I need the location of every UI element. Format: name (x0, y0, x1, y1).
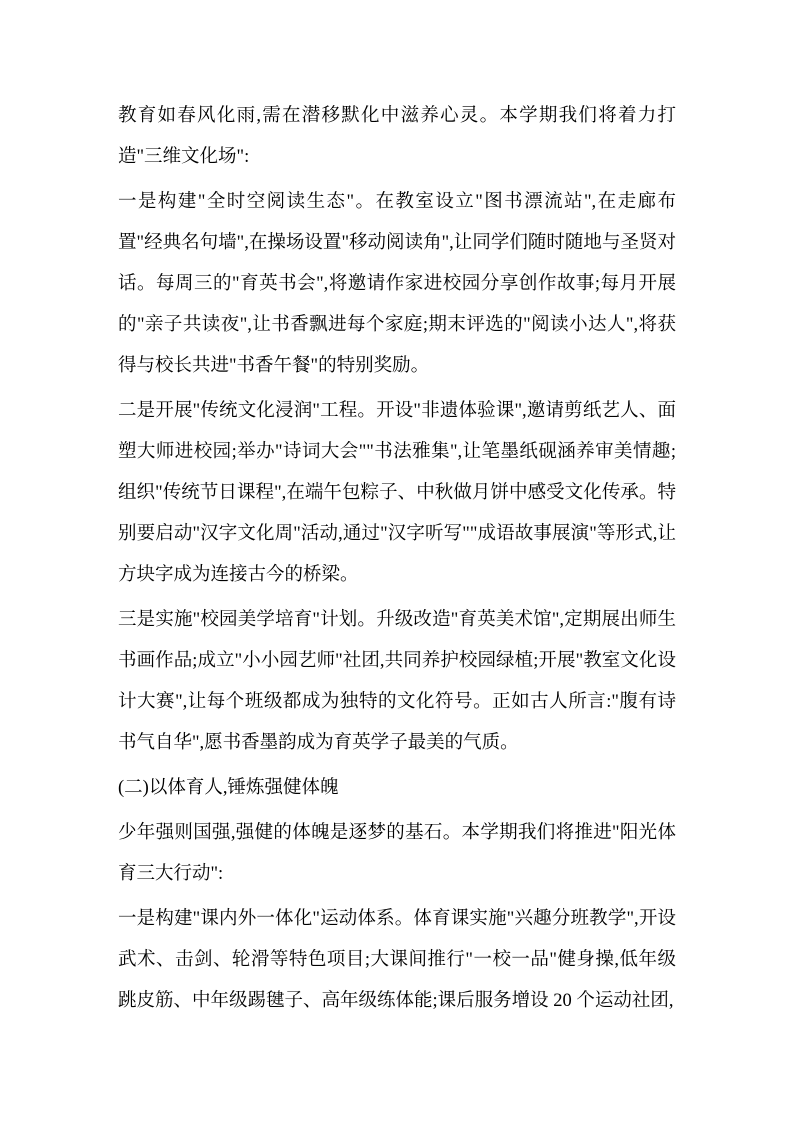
paragraph-reading-ecology: 一是构建"全时空阅读生态"。在教室设立"图书漂流站",在走廊布置"经典名句墙",在操场设置"移动阅读角",让同学们随时随地与圣贤对话。每周三的"育英书会",将邀请作家进校园分享创作故事;每月开展的"亲子共读夜",让书香飘进每个家庭;期末评选的"阅读小达人",将获得与校长共进"书香午餐"的特别奖励。 (118, 192, 676, 376)
paragraph-intro-culture: 教育如春风化雨,需在潜移默化中滋养心灵。本学期我们将着力打造"三维文化场": (118, 106, 676, 167)
section-heading-sports: (二)以体育人,锤炼强健体魄 (118, 778, 339, 798)
paragraph-campus-aesthetics: 三是实施"校园美学培育"计划。升级改造"育英美术馆",定期展出师生书画作品;成立"小小园艺师"社团,共同养护校园绿植;开展"教室文化设计大赛",让每个班级都成为独特的文化符号。正如古人所言:"腹有诗书气自华",愿书香墨韵成为育英学子最美的气质。 (118, 610, 676, 753)
document-body (118, 96, 676, 1026)
paragraph-sports-system: 一是构建"课内外一体化"运动体系。体育课实施"兴趣分班教学",开设武术、击剑、轮滑等特色项目;大课间推行"一校一品"健身操,低年级跳皮筋、中年级踢毽子、高年级练体能;课后服务增设 20 个运动社团, (118, 909, 676, 1011)
paragraph-sports-intro: 少年强则国强,强健的体魄是逐梦的基石。本学期我们将推进"阳光体育三大行动": (118, 823, 676, 884)
paragraph-traditional-culture: 二是开展"传统文化浸润"工程。开设"非遗体验课",邀请剪纸艺人、面塑大师进校园;举办"诗词大会""书法雅集",让笔墨纸砚涵养审美情趣;组织"传统节日课程",在端午包粽子、中秋做月饼中感受文化传承。特别要启动"汉字文化周"活动,通过"汉字听写""成语故事展演"等形式,让方块字成为连接古今的桥梁。 (118, 401, 676, 585)
